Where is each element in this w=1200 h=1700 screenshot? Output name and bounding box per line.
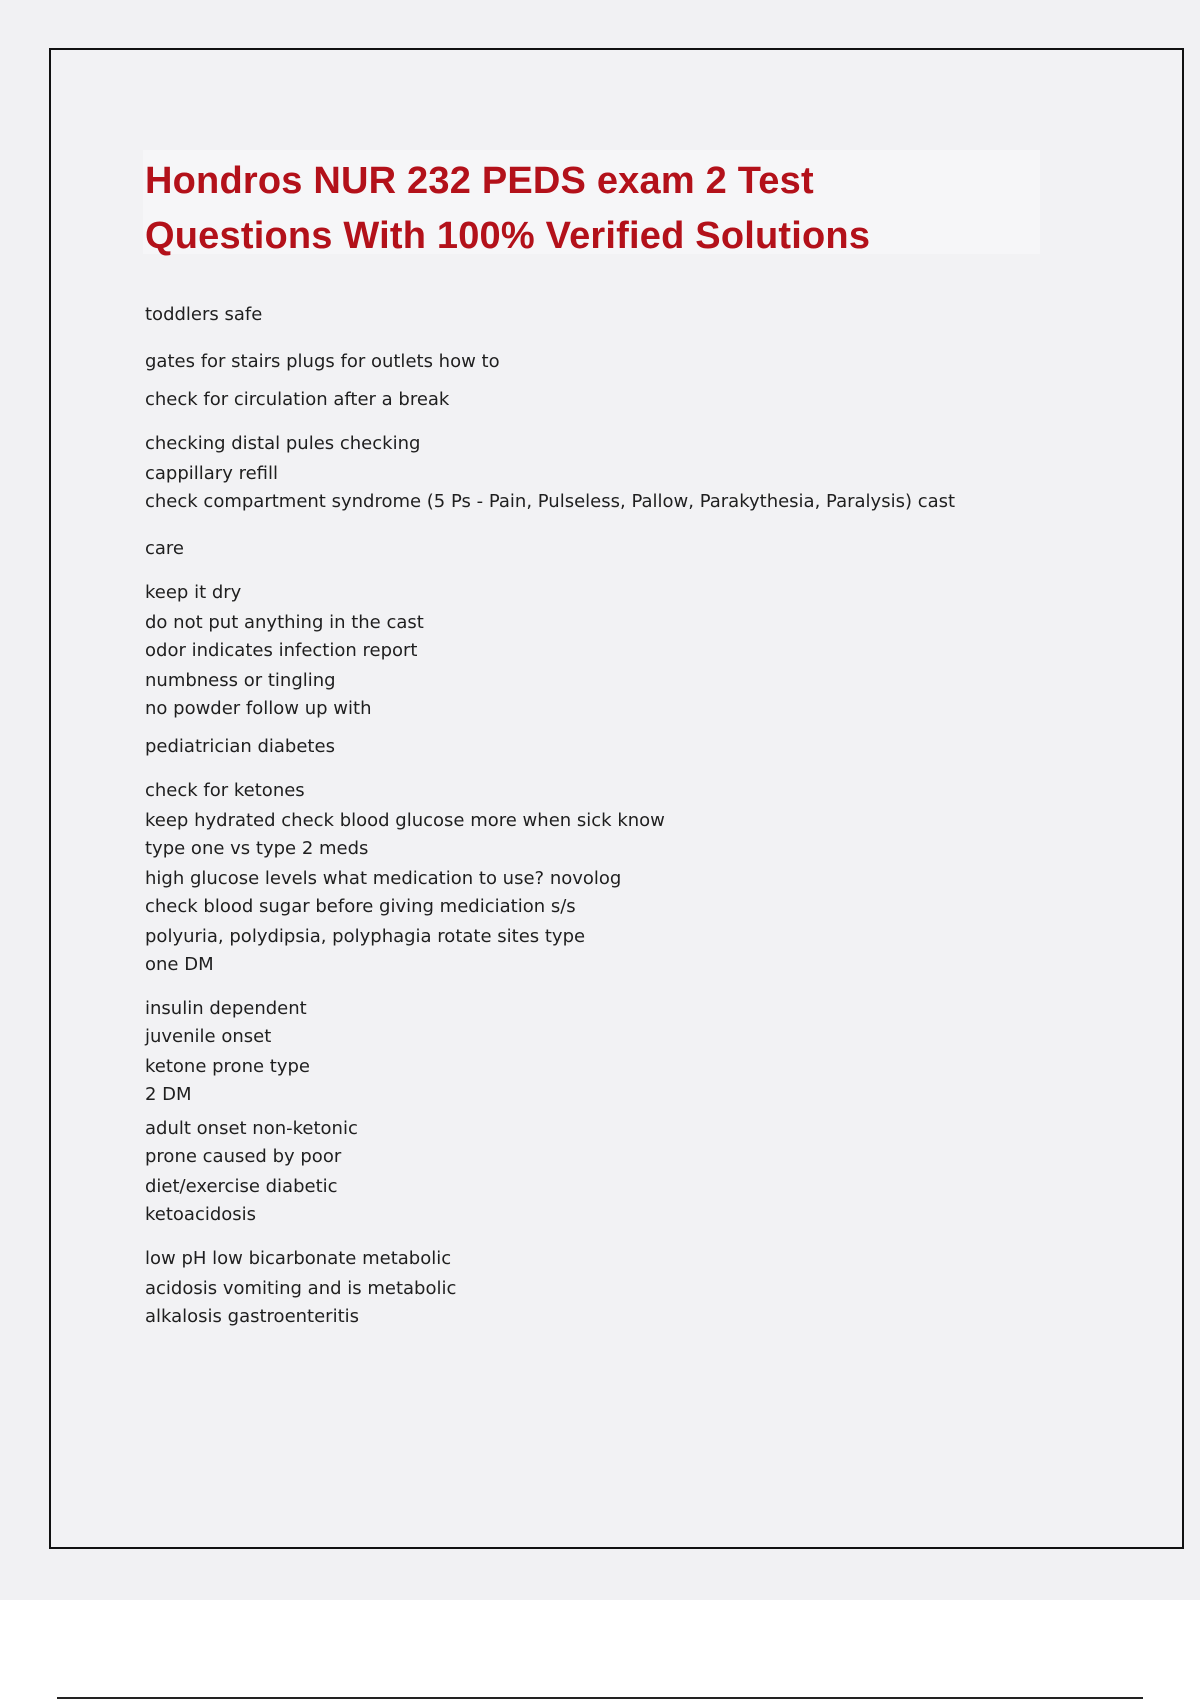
body-line: prone caused by poor [145, 1146, 342, 1167]
body-line: one DM [145, 954, 214, 975]
body-line: care [145, 538, 185, 559]
document-page [49, 48, 1184, 1549]
body-line: polyuria, polydipsia, polyphagia rotate sites type [145, 926, 586, 947]
body-line: diet/exercise diabetic [145, 1176, 338, 1197]
body-line: alkalosis gastroenteritis [145, 1306, 360, 1327]
body-line: insulin dependent [145, 998, 307, 1019]
body-line: check blood sugar before giving mediciation s/s [145, 896, 576, 917]
body-line: acidosis vomiting and is metabolic [145, 1278, 457, 1299]
body-line: adult onset non-ketonic [145, 1118, 358, 1139]
body-line: 2 DM [145, 1084, 192, 1105]
body-line: odor indicates infection report [145, 640, 418, 661]
body-line: numbness or tingling [145, 670, 336, 691]
title-block [143, 150, 1040, 257]
body-line: gates for stairs plugs for outlets how to [145, 351, 500, 372]
body-line: type one vs type 2 meds [145, 838, 369, 859]
body-line: keep it dry [145, 582, 242, 603]
body-line: ketoacidosis [145, 1204, 257, 1225]
body-line: cappillary refill [145, 463, 279, 484]
body-line: no powder follow up with [145, 698, 372, 719]
body-line: toddlers safe [145, 304, 263, 325]
body-line: check for ketones [145, 780, 305, 801]
body-line: pediatrician diabetes [145, 736, 335, 757]
document-title-line-2: Questions With 100% Verified Solutions [145, 215, 871, 257]
body-line: low pH low bicarbonate metabolic [145, 1248, 452, 1269]
body-line: juvenile onset [145, 1026, 272, 1047]
body-line: do not put anything in the cast [145, 612, 424, 633]
body-line: check for circulation after a break [145, 389, 450, 410]
document-title-line-1: Hondros NUR 232 PEDS exam 2 Test [145, 160, 814, 202]
body-line: keep hydrated check blood glucose more when sick know [145, 810, 665, 831]
body-line: ketone prone type [145, 1056, 310, 1077]
body-line: check compartment syndrome (5 Ps - Pain, Pulseless, Pallow, Parakythesia, Paralysis) cast [145, 491, 956, 512]
page-bottom-rule [57, 1697, 1143, 1699]
body-line: checking distal pules checking [145, 433, 421, 454]
body-line: high glucose levels what medication to use? novolog [145, 868, 622, 889]
